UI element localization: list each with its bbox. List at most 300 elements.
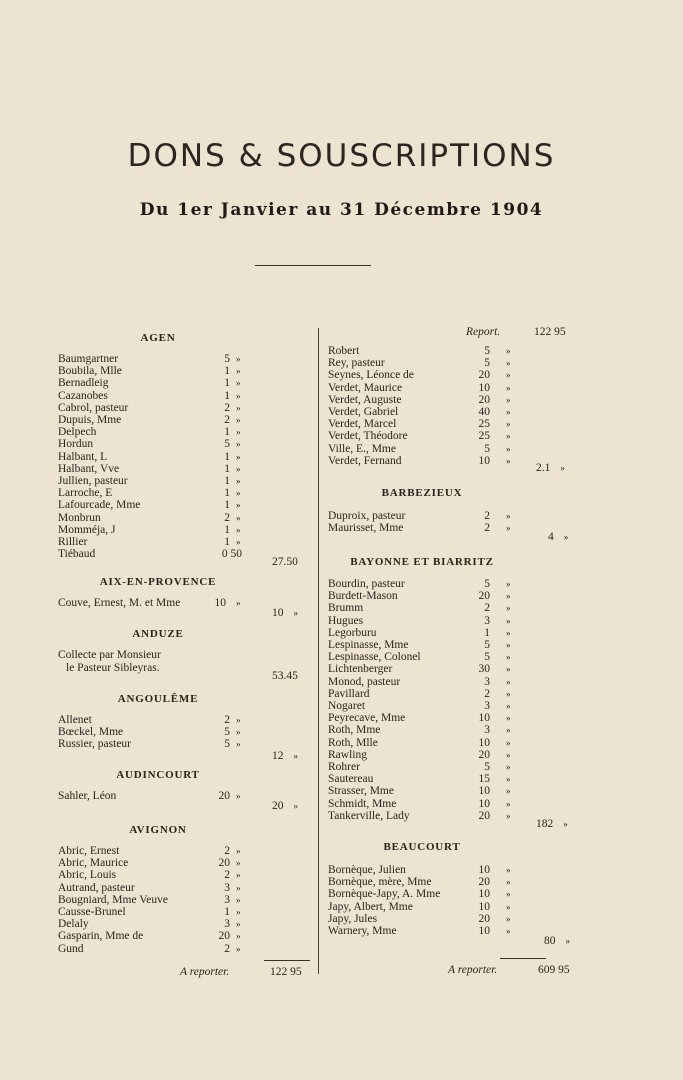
table-row bbox=[58, 597, 258, 609]
currency-mark: » bbox=[506, 382, 511, 393]
table-row bbox=[58, 487, 258, 499]
table-row bbox=[328, 357, 528, 369]
donor-name: Hugues bbox=[328, 614, 364, 627]
donor-name: Monbrun bbox=[58, 511, 101, 524]
currency-mark: » bbox=[236, 500, 241, 511]
donation-amount: 5 bbox=[484, 651, 490, 664]
donor-name: Bourdin, pasteur bbox=[328, 578, 405, 590]
donation-amount: 15 bbox=[478, 773, 490, 786]
table-row bbox=[328, 810, 528, 822]
title-rule bbox=[255, 265, 371, 266]
table-row bbox=[58, 790, 258, 802]
donation-amount: 2 bbox=[484, 602, 490, 615]
table-row bbox=[58, 906, 258, 918]
currency-mark: » bbox=[563, 819, 568, 829]
section-subtotal bbox=[272, 750, 298, 762]
carry-label: A reporter. bbox=[180, 966, 230, 978]
donation-amount: 2 bbox=[484, 687, 490, 700]
currency-mark: » bbox=[506, 652, 511, 663]
currency-mark: » bbox=[236, 476, 241, 486]
section-note: le Pasteur Sibleyras. bbox=[66, 661, 160, 674]
donation-amount: 20 bbox=[478, 912, 490, 925]
donation-amount: 1 bbox=[224, 389, 230, 402]
section-heading: AVIGNON bbox=[129, 824, 187, 836]
currency-mark: » bbox=[236, 463, 241, 474]
donor-name: Tankerville, Lady bbox=[328, 809, 410, 822]
currency-mark: » bbox=[506, 786, 511, 797]
section-subtotal bbox=[548, 531, 568, 543]
table-row bbox=[58, 524, 258, 536]
donation-amount: 10 bbox=[478, 925, 490, 937]
currency-mark: » bbox=[236, 366, 241, 377]
donor-name: Bornèque-Japy, A. Mme bbox=[328, 888, 441, 901]
section-heading: BEAUCOURT bbox=[383, 841, 461, 853]
table-row bbox=[328, 712, 528, 724]
donation-amount: 5 bbox=[484, 639, 490, 651]
donor-name: Sautereau bbox=[328, 773, 374, 786]
subtotal-value: 53.45 bbox=[272, 670, 298, 682]
currency-mark: » bbox=[506, 640, 511, 650]
subtotal-value: 27.50 bbox=[272, 556, 298, 568]
table-row bbox=[328, 522, 528, 534]
currency-mark: » bbox=[236, 858, 241, 869]
currency-mark: » bbox=[506, 762, 511, 772]
currency-mark: » bbox=[506, 443, 511, 454]
table-row bbox=[328, 749, 528, 761]
currency-mark: » bbox=[506, 579, 511, 589]
donor-name: Bougniard, Mme Veuve bbox=[58, 893, 168, 906]
table-row bbox=[328, 676, 528, 688]
donation-amount: 3 bbox=[484, 724, 490, 737]
section-heading: AUDINCOURT bbox=[116, 769, 200, 781]
table-row bbox=[328, 688, 528, 700]
donation-amount: 1 bbox=[224, 523, 230, 536]
subtotal-value: 20 bbox=[272, 800, 284, 812]
donation-amount: 2 bbox=[224, 714, 230, 726]
carry-amount: 122 95 bbox=[270, 966, 302, 978]
currency-mark: » bbox=[506, 603, 511, 614]
section-heading: ANGOULÊME bbox=[117, 693, 199, 705]
donor-name: Legorburu bbox=[328, 626, 377, 639]
section-heading: BARBEZIEUX bbox=[381, 487, 463, 499]
donation-amount: 3 bbox=[484, 700, 490, 712]
donor-name: Cazanobes bbox=[58, 389, 108, 402]
table-row bbox=[328, 510, 528, 522]
donation-amount: 1 bbox=[224, 487, 230, 500]
subtotal-value: 4 bbox=[548, 531, 554, 543]
table-row bbox=[58, 845, 258, 857]
donor-name: Nogaret bbox=[328, 700, 366, 712]
donation-amount: 10 bbox=[214, 597, 226, 609]
donation-amount: 20 bbox=[218, 857, 230, 870]
donor-name: Tiébaud bbox=[58, 548, 96, 561]
donation-amount: 20 bbox=[478, 748, 490, 761]
donor-name: Gund bbox=[58, 942, 84, 955]
currency-mark: » bbox=[236, 907, 241, 917]
table-row bbox=[328, 798, 528, 810]
donation-amount: 25 bbox=[478, 430, 490, 443]
report-amount: 122 95 bbox=[534, 326, 566, 338]
donation-amount: 2 bbox=[224, 414, 230, 426]
donation-amount: 10 bbox=[478, 381, 490, 394]
table-row bbox=[58, 377, 258, 389]
table-row bbox=[58, 894, 258, 906]
currency-mark: » bbox=[506, 511, 511, 521]
donation-amount: 1 bbox=[224, 426, 230, 439]
currency-mark: » bbox=[506, 725, 511, 736]
currency-mark: » bbox=[506, 455, 511, 466]
donor-name: Jullien, pasteur bbox=[58, 475, 128, 487]
donation-amount: 1 bbox=[224, 450, 230, 463]
table-row bbox=[58, 714, 258, 726]
currency-mark: » bbox=[506, 627, 511, 638]
currency-mark: » bbox=[236, 715, 241, 725]
subtotal-value: 12 bbox=[272, 750, 284, 762]
table-row bbox=[328, 345, 528, 357]
subtotal-value: 80 bbox=[544, 935, 556, 947]
table-row bbox=[328, 406, 528, 418]
donor-name: Verdet, Fernand bbox=[328, 454, 402, 467]
donation-amount: 5 bbox=[484, 357, 490, 370]
table-row bbox=[328, 651, 528, 663]
donor-name: Verdet, Théodore bbox=[328, 430, 408, 443]
currency-mark: » bbox=[236, 402, 241, 413]
currency-mark: » bbox=[506, 701, 511, 711]
currency-mark: » bbox=[293, 751, 298, 761]
donation-amount: 20 bbox=[478, 393, 490, 406]
donation-amount: 3 bbox=[224, 918, 230, 931]
table-row bbox=[328, 369, 528, 381]
donor-name: Robert bbox=[328, 345, 360, 357]
table-row bbox=[328, 876, 528, 888]
page-title: DONS & SOUSCRIPTIONS bbox=[127, 138, 556, 174]
table-row bbox=[58, 536, 258, 548]
donor-name: Baumgartner bbox=[58, 353, 119, 365]
donor-name: Brumm bbox=[328, 602, 364, 615]
table-row bbox=[58, 548, 258, 560]
donor-name: Bornèque, Julien bbox=[328, 864, 406, 876]
donor-name: Rawling bbox=[328, 748, 367, 761]
donation-amount: 3 bbox=[484, 675, 490, 688]
currency-mark: » bbox=[236, 439, 241, 450]
table-row bbox=[58, 512, 258, 524]
donation-amount: 10 bbox=[478, 900, 490, 913]
table-row bbox=[328, 443, 528, 455]
currency-mark: » bbox=[506, 877, 511, 888]
table-row bbox=[58, 918, 258, 930]
donation-amount: 5 bbox=[484, 345, 490, 357]
currency-mark: » bbox=[236, 524, 241, 535]
donor-name: Cabrol, pasteur bbox=[58, 401, 129, 414]
section-note: Collecte par Monsieur bbox=[58, 649, 161, 661]
currency-mark: » bbox=[506, 431, 511, 442]
table-row bbox=[328, 913, 528, 925]
donor-name: Schmidt, Mme bbox=[328, 797, 397, 810]
donor-name: Roth, Mlle bbox=[328, 736, 378, 749]
currency-mark: » bbox=[236, 739, 241, 750]
table-row bbox=[328, 925, 528, 937]
donation-amount: 20 bbox=[218, 790, 230, 802]
table-row bbox=[328, 773, 528, 785]
section-subtotal bbox=[272, 556, 298, 568]
column-divider bbox=[318, 328, 319, 974]
page-subtitle: Du 1er Janvier au 31 Décembre 1904 bbox=[139, 200, 544, 220]
currency-mark: » bbox=[236, 870, 241, 881]
donation-amount: 1 bbox=[224, 377, 230, 390]
currency-mark: » bbox=[506, 523, 511, 534]
donation-amount: 20 bbox=[478, 876, 490, 889]
table-row bbox=[328, 394, 528, 406]
donor-name: Dupuis, Mme bbox=[58, 414, 122, 426]
currency-mark: » bbox=[236, 415, 241, 425]
donation-amount: 30 bbox=[478, 663, 490, 676]
table-row bbox=[58, 857, 258, 869]
section-heading: AIX-EN-PROVENCE bbox=[99, 576, 217, 588]
donation-amount: 2 bbox=[224, 942, 230, 955]
table-row bbox=[328, 590, 528, 602]
currency-mark: » bbox=[236, 488, 241, 499]
currency-mark: » bbox=[506, 370, 511, 381]
donor-name: Peyrecave, Mme bbox=[328, 712, 406, 725]
donor-name: Delaly bbox=[58, 918, 89, 931]
table-row bbox=[328, 418, 528, 430]
donor-name: Causse-Brunel bbox=[58, 906, 126, 918]
currency-mark: » bbox=[506, 865, 511, 875]
carry-amount: 609 95 bbox=[538, 964, 570, 976]
donation-amount: 5 bbox=[484, 761, 490, 773]
currency-mark: » bbox=[236, 727, 241, 738]
donation-amount: 10 bbox=[478, 888, 490, 901]
currency-mark: » bbox=[293, 608, 298, 618]
donor-name: Seynes, Léonce de bbox=[328, 369, 414, 382]
donation-amount: 20 bbox=[478, 590, 490, 603]
table-row bbox=[328, 785, 528, 797]
donation-amount: 2 bbox=[484, 510, 490, 522]
table-row bbox=[328, 663, 528, 675]
table-row bbox=[328, 578, 528, 590]
donor-name: Rohrer bbox=[328, 761, 360, 773]
currency-mark: » bbox=[506, 358, 511, 369]
currency-mark: » bbox=[236, 598, 241, 608]
table-row bbox=[328, 737, 528, 749]
section-subtotal bbox=[536, 462, 565, 474]
currency-mark: » bbox=[236, 846, 241, 856]
table-row bbox=[58, 943, 258, 955]
currency-mark: » bbox=[506, 913, 511, 924]
donor-name: Abric, Louis bbox=[58, 869, 117, 882]
donation-amount: 20 bbox=[218, 930, 230, 943]
table-row bbox=[58, 499, 258, 511]
currency-mark: » bbox=[236, 512, 241, 523]
donor-name: Delpech bbox=[58, 426, 97, 439]
section-heading: ANDUZE bbox=[132, 628, 184, 640]
currency-mark: » bbox=[236, 378, 241, 389]
table-row bbox=[328, 864, 528, 876]
donation-amount: 2 bbox=[224, 401, 230, 414]
subtotal-value: 2.1 bbox=[536, 462, 551, 474]
donation-amount: 5 bbox=[224, 738, 230, 751]
donor-name: Japy, Albert, Mme bbox=[328, 900, 413, 913]
donation-amount: 20 bbox=[478, 809, 490, 822]
donor-name: Halbant, L bbox=[58, 450, 108, 463]
section-heading: AGEN bbox=[140, 332, 176, 344]
currency-mark: » bbox=[506, 889, 511, 900]
table-row bbox=[328, 888, 528, 900]
currency-mark: » bbox=[506, 688, 511, 699]
donor-name: Lespinasse, Mme bbox=[328, 639, 409, 651]
table-row bbox=[328, 901, 528, 913]
currency-mark: » bbox=[506, 664, 511, 675]
table-row bbox=[328, 382, 528, 394]
sum-rule bbox=[264, 960, 310, 961]
donor-name: Larroche, E bbox=[58, 487, 113, 500]
donation-amount: 1 bbox=[224, 906, 230, 918]
table-row bbox=[328, 615, 528, 627]
currency-mark: » bbox=[565, 936, 570, 946]
donation-amount: 10 bbox=[478, 454, 490, 467]
table-row bbox=[58, 726, 258, 738]
table-row bbox=[58, 402, 258, 414]
currency-mark: » bbox=[236, 931, 241, 942]
currency-mark: » bbox=[293, 801, 298, 811]
donation-amount: 2 bbox=[224, 845, 230, 857]
donation-amount: 0 50 bbox=[221, 548, 242, 561]
donation-amount: 20 bbox=[478, 369, 490, 382]
currency-mark: » bbox=[506, 615, 511, 626]
donor-name: Maurisset, Mme bbox=[328, 522, 404, 535]
table-row bbox=[328, 455, 528, 467]
table-row bbox=[58, 451, 258, 463]
table-row bbox=[58, 475, 258, 487]
section-subtotal bbox=[272, 800, 298, 812]
currency-mark: » bbox=[506, 346, 511, 356]
donor-name: Bornèque, mère, Mme bbox=[328, 876, 432, 889]
donation-amount: 5 bbox=[484, 578, 490, 590]
donation-amount: 1 bbox=[224, 462, 230, 475]
currency-mark: » bbox=[236, 354, 241, 364]
section-subtotal bbox=[536, 818, 568, 830]
donor-name: Gasparin, Mme de bbox=[58, 930, 144, 943]
donation-amount: 5 bbox=[224, 353, 230, 365]
sum-rule bbox=[500, 958, 546, 959]
currency-mark: » bbox=[506, 407, 511, 417]
donor-name: Japy, Jules bbox=[328, 912, 378, 925]
table-row bbox=[58, 738, 258, 750]
donation-amount: 1 bbox=[224, 499, 230, 512]
currency-mark: » bbox=[506, 737, 511, 748]
currency-mark: » bbox=[506, 901, 511, 912]
donation-amount: 1 bbox=[224, 365, 230, 378]
table-row bbox=[58, 882, 258, 894]
currency-mark: » bbox=[506, 810, 511, 821]
table-row bbox=[328, 430, 528, 442]
donation-amount: 3 bbox=[224, 893, 230, 906]
donor-name: Momméja, J bbox=[58, 523, 116, 536]
donation-amount: 10 bbox=[478, 797, 490, 810]
donor-name: Lafourcade, Mme bbox=[58, 499, 141, 512]
donation-amount: 10 bbox=[478, 712, 490, 725]
donation-amount: 5 bbox=[484, 442, 490, 455]
currency-mark: » bbox=[506, 713, 511, 724]
donor-name: Boubila, Mlle bbox=[58, 365, 122, 378]
donor-name: Verdet, Gabriel bbox=[328, 406, 399, 418]
donation-amount: 25 bbox=[478, 418, 490, 431]
currency-mark: » bbox=[236, 791, 241, 801]
donor-name: Monod, pasteur bbox=[328, 675, 401, 688]
currency-mark: » bbox=[560, 463, 565, 473]
table-row bbox=[58, 365, 258, 377]
table-row bbox=[58, 438, 258, 450]
donation-amount: 10 bbox=[478, 864, 490, 876]
donation-amount: 5 bbox=[224, 438, 230, 451]
donor-name: Lespinasse, Colonel bbox=[328, 651, 421, 664]
donation-amount: 10 bbox=[478, 736, 490, 749]
donation-amount: 1 bbox=[484, 626, 490, 639]
donation-amount: 2 bbox=[484, 522, 490, 535]
donor-name: Hordun bbox=[58, 438, 94, 451]
currency-mark: » bbox=[236, 390, 241, 401]
subtotal-value: 10 bbox=[272, 607, 284, 619]
donor-name: Allenet bbox=[58, 714, 92, 726]
donation-amount: 1 bbox=[224, 536, 230, 548]
donor-name: Sahler, Léon bbox=[58, 790, 117, 802]
currency-mark: » bbox=[506, 676, 511, 687]
donor-name: Autrand, pasteur bbox=[58, 881, 135, 894]
donor-name: Verdet, Marcel bbox=[328, 418, 397, 431]
currency-mark: » bbox=[506, 749, 511, 760]
donation-amount: 10 bbox=[478, 785, 490, 798]
donation-amount: 3 bbox=[484, 614, 490, 627]
donation-amount: 40 bbox=[478, 406, 490, 418]
currency-mark: » bbox=[236, 451, 241, 462]
donation-amount: 5 bbox=[224, 726, 230, 739]
donor-name: Duproix, pasteur bbox=[328, 510, 406, 522]
donor-name: Abric, Ernest bbox=[58, 845, 120, 857]
section-subtotal bbox=[272, 607, 298, 619]
currency-mark: » bbox=[506, 926, 511, 936]
table-row bbox=[328, 761, 528, 773]
table-row bbox=[328, 602, 528, 614]
donation-amount: 2 bbox=[224, 511, 230, 524]
table-row bbox=[328, 700, 528, 712]
currency-mark: » bbox=[236, 882, 241, 893]
table-row bbox=[328, 627, 528, 639]
donor-name: Halbant, Vve bbox=[58, 462, 120, 475]
table-row bbox=[58, 414, 258, 426]
table-row bbox=[328, 639, 528, 651]
donor-name: Rillier bbox=[58, 536, 88, 548]
currency-mark: » bbox=[236, 537, 241, 547]
currency-mark: » bbox=[506, 774, 511, 785]
currency-mark: » bbox=[506, 798, 511, 809]
table-row bbox=[58, 930, 258, 942]
donation-amount: 3 bbox=[224, 881, 230, 894]
carry-label: A reporter. bbox=[448, 964, 498, 976]
donation-amount: 1 bbox=[224, 475, 230, 487]
table-row bbox=[58, 463, 258, 475]
donor-name: Verdet, Maurice bbox=[328, 381, 403, 394]
donor-name: Strasser, Mme bbox=[328, 785, 394, 798]
donor-name: Warnery, Mme bbox=[328, 925, 397, 937]
donor-name: Abric, Maurice bbox=[58, 857, 129, 870]
currency-mark: » bbox=[236, 894, 241, 905]
currency-mark: » bbox=[506, 419, 511, 430]
section-subtotal bbox=[272, 670, 298, 682]
donor-name: Lichtenberger bbox=[328, 663, 393, 676]
table-row bbox=[58, 869, 258, 881]
section-heading: BAYONNE ET BIARRITZ bbox=[350, 556, 494, 568]
currency-mark: » bbox=[506, 394, 511, 405]
